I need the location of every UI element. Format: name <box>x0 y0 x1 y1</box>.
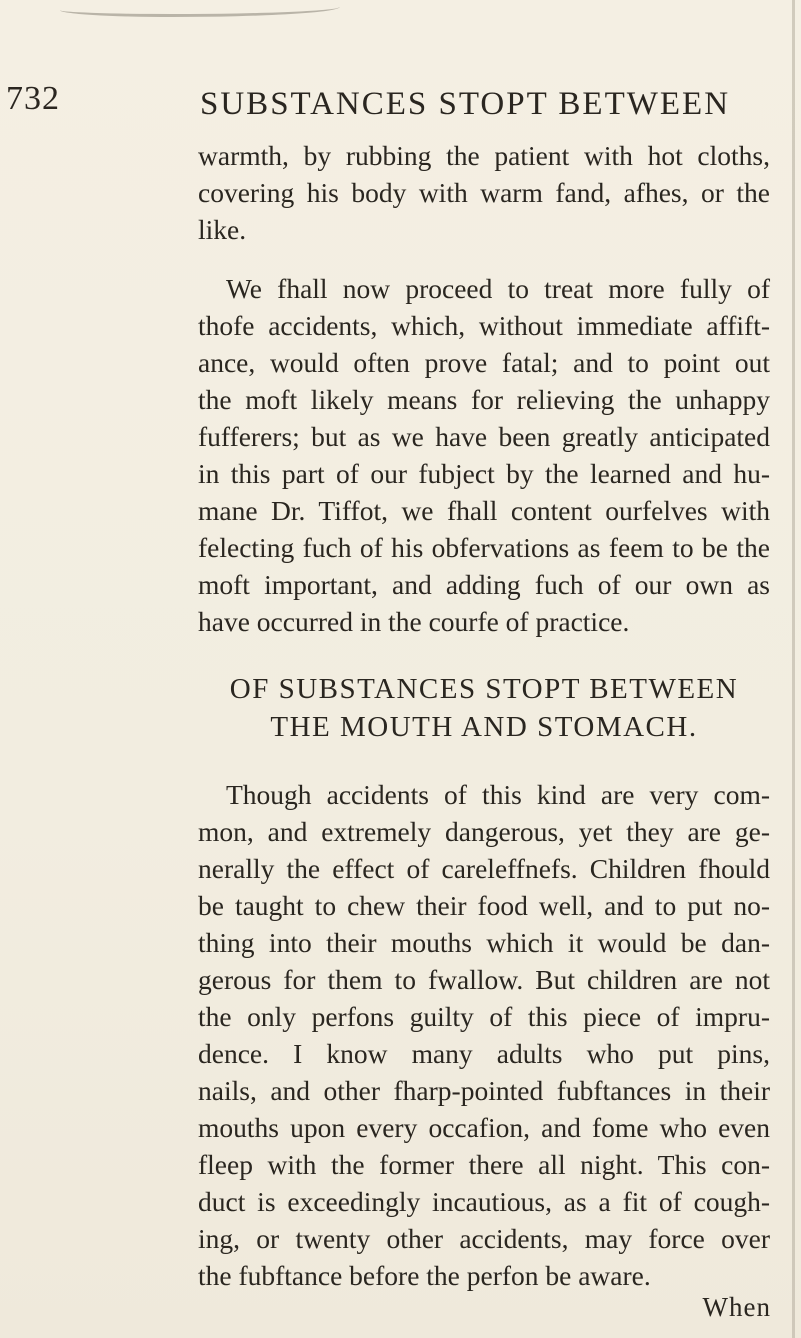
text-line: like. <box>198 214 247 245</box>
text-line: nerally the effect of careleffnefs. Children fhould <box>198 853 770 884</box>
section-heading-line: THE MOUTH AND STOMACH. <box>270 711 698 743</box>
text-line: moft important, and adding fuch of our own as <box>198 569 770 600</box>
text-line: the fubftance before the perfon be aware. <box>198 1260 651 1291</box>
text-line: fleep with the former there all night. This con- <box>198 1149 770 1180</box>
text-line: the only perfons guilty of this piece of impru- <box>198 1001 770 1032</box>
text-line: be taught to chew their food well, and to put no- <box>198 890 770 921</box>
text-line: dence. I know many adults who put pins, <box>198 1038 770 1069</box>
text-line: mouths upon every occafion, and fome who even <box>198 1112 770 1143</box>
section-heading <box>198 670 770 746</box>
text-line: covering his body with warm fand, afhes, or the <box>198 177 770 208</box>
text-line: mane Dr. Tiffot, we fhall content ourfelves with <box>198 495 770 526</box>
page-right-edge <box>792 0 795 1338</box>
text-line: in this part of our fubject by the learned and hu- <box>198 458 770 489</box>
page-number: 732 <box>6 80 60 117</box>
text-line: ance, would often prove fatal; and to point out <box>198 347 770 378</box>
text-line: warmth, by rubbing the patient with hot cloths, <box>198 140 770 171</box>
section-paragraph <box>198 776 770 1294</box>
text-line: We fhall now proceed to treat more fully of <box>226 273 770 304</box>
section-heading-line: OF SUBSTANCES STOPT BETWEEN <box>229 673 739 705</box>
text-line: nails, and other fharp-pointed fubftances in their <box>198 1075 770 1106</box>
text-line: duct is exceedingly incautious, as a fit of cough- <box>198 1186 770 1217</box>
text-line: Though accidents of this kind are very com- <box>226 779 770 810</box>
text-line: felecting fuch of his obfervations as feem to be the <box>198 532 770 563</box>
catchword: When <box>702 1292 771 1322</box>
text-line: the moft likely means for relieving the unhappy <box>198 384 770 415</box>
paragraph-intro <box>198 270 770 640</box>
running-head: SUBSTANCES STOPT BETWEEN <box>200 86 731 122</box>
page-edge-shadow <box>60 0 340 17</box>
text-line: have occurred in the courfe of practice. <box>198 606 630 637</box>
text-line: thing into their mouths which it would be dan- <box>198 927 770 958</box>
text-line: mon, and extremely dangerous, yet they are ge- <box>198 816 770 847</box>
text-line: ing, or twenty other accidents, may force over <box>198 1223 770 1254</box>
text-line: gerous for them to fwallow. But children are not <box>198 964 770 995</box>
body-text <box>198 137 770 1294</box>
paragraph-continuation <box>198 137 770 248</box>
text-line: fufferers; but as we have been greatly anticipated <box>198 421 770 452</box>
text-line: thofe accidents, which, without immediate affift- <box>198 310 770 341</box>
